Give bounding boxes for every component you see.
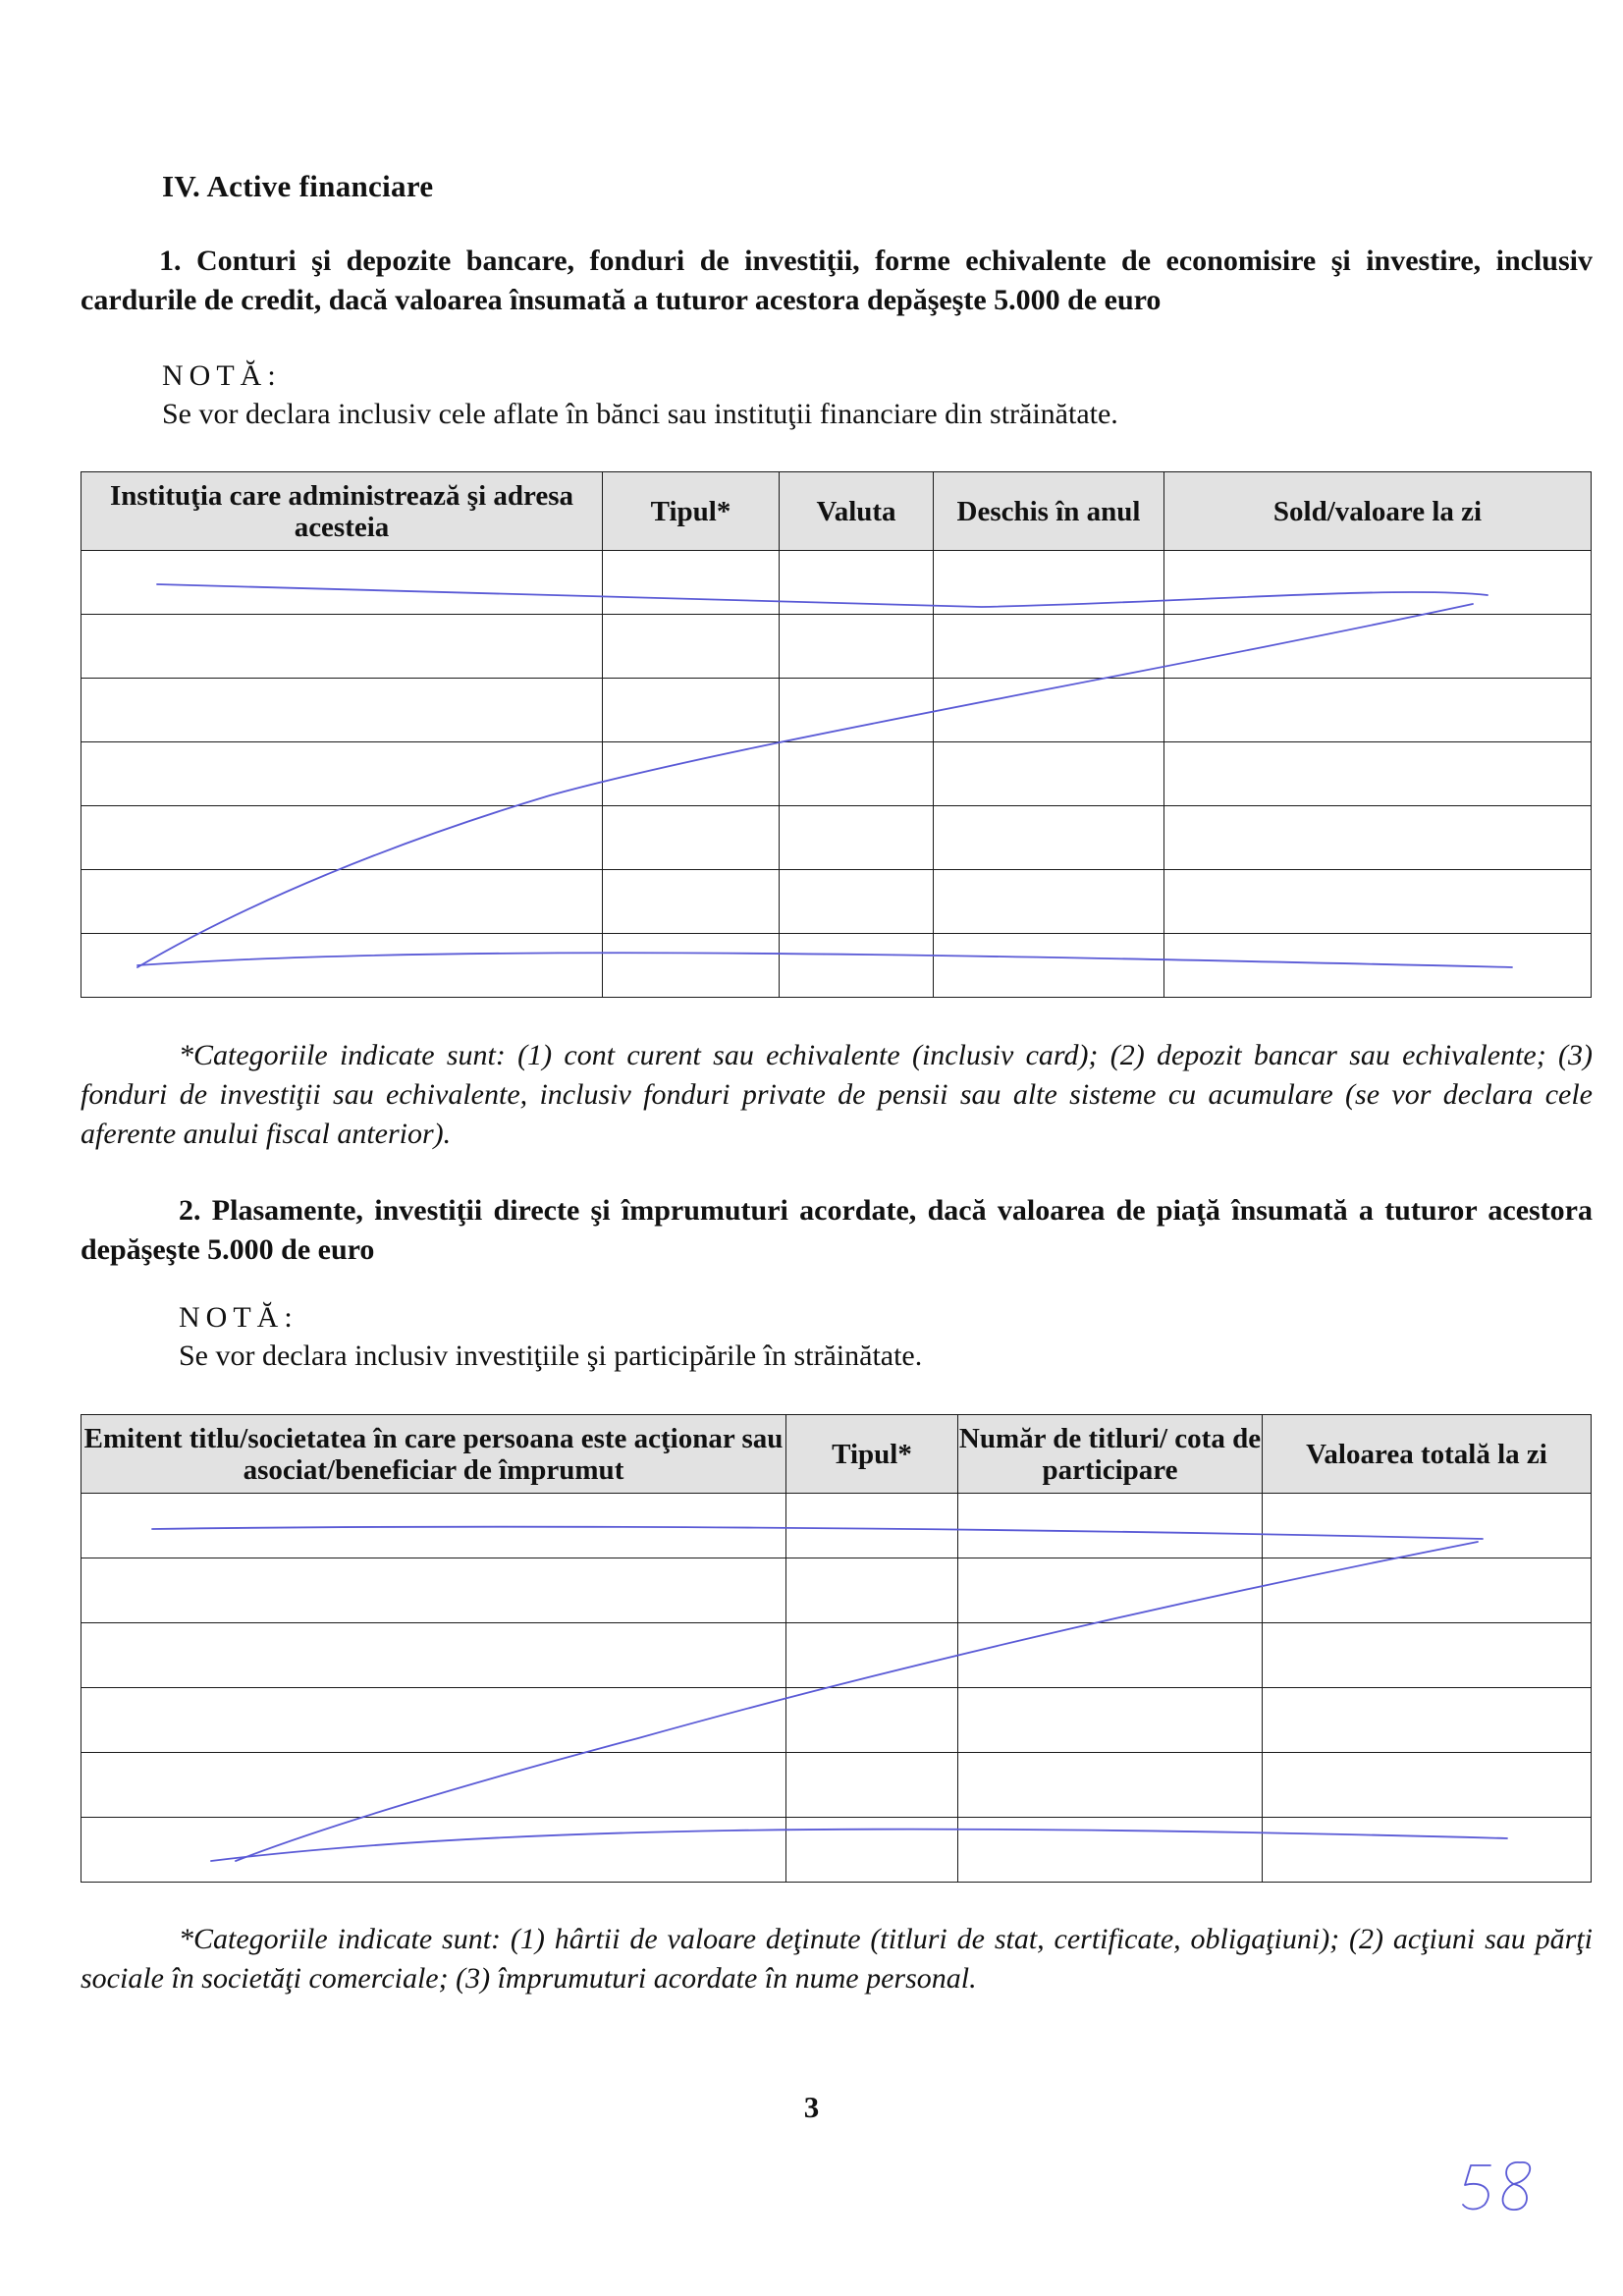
cell[interactable] <box>780 806 934 870</box>
cell[interactable] <box>958 1494 1263 1558</box>
cell[interactable] <box>934 742 1164 806</box>
header-opened-year: Deschis în anul <box>934 472 1164 551</box>
table-row <box>81 934 1592 998</box>
table-row <box>81 551 1592 615</box>
table-row <box>81 1688 1592 1753</box>
cell[interactable] <box>603 806 780 870</box>
cell[interactable] <box>958 1623 1263 1688</box>
table-header-row <box>81 472 1592 551</box>
cell[interactable] <box>1164 679 1592 742</box>
cell[interactable] <box>1263 1753 1592 1818</box>
cell[interactable] <box>780 934 934 998</box>
page-number: 3 <box>803 2090 820 2124</box>
cell[interactable] <box>1164 870 1592 934</box>
cell[interactable] <box>81 1494 786 1558</box>
cell[interactable] <box>786 1818 958 1883</box>
table-row <box>81 742 1592 806</box>
cell[interactable] <box>780 615 934 679</box>
cell[interactable] <box>780 551 934 615</box>
cell[interactable] <box>81 806 603 870</box>
table-row <box>81 615 1592 679</box>
header-shares-count: Număr de titluri/ cota de participare <box>958 1415 1263 1494</box>
part1-nota-label: NOTĂ: <box>162 359 282 392</box>
table-row <box>81 1753 1592 1818</box>
header-currency: Valuta <box>780 472 934 551</box>
handwritten-8 <box>1503 2162 1531 2210</box>
cell[interactable] <box>81 934 603 998</box>
cell[interactable] <box>603 742 780 806</box>
cell[interactable] <box>958 1688 1263 1753</box>
cell[interactable] <box>786 1623 958 1688</box>
cell[interactable] <box>81 679 603 742</box>
table-header-row <box>81 1415 1592 1494</box>
table-row <box>81 679 1592 742</box>
cell[interactable] <box>1263 1623 1592 1688</box>
part1-heading-text: 1. Conturi şi depozite bancare, fonduri de investiţii, forme echivalente de economisire şi investire, inclusiv cardurile de credit, dacă valoarea însumată a tuturor acestora depăşeşte 5.000 de euro <box>81 245 1593 316</box>
cell[interactable] <box>603 870 780 934</box>
cell[interactable] <box>780 870 934 934</box>
cell[interactable] <box>934 615 1164 679</box>
part2-heading <box>81 1191 1593 1270</box>
handwritten-5 <box>1463 2165 1490 2210</box>
header-type: Tipul* <box>603 472 780 551</box>
cell[interactable] <box>81 615 603 679</box>
cell[interactable] <box>1263 1818 1592 1883</box>
cell[interactable] <box>1263 1688 1592 1753</box>
cell[interactable] <box>780 679 934 742</box>
cell[interactable] <box>786 1753 958 1818</box>
cell[interactable] <box>934 679 1164 742</box>
part1-footnote-text: *Categoriile indicate sunt: (1) cont curent sau echivalente (inclusiv card); (2) depozit bancar sau echivalente; (3) fonduri de investiţii sau echivalente, inclusiv fonduri private de pensii sau alte sisteme cu acumulare (se vor declara cele aferente anului fiscal anterior). <box>81 1039 1593 1150</box>
cell[interactable] <box>786 1688 958 1753</box>
cell[interactable] <box>81 870 603 934</box>
cell[interactable] <box>786 1558 958 1623</box>
cell[interactable] <box>958 1558 1263 1623</box>
table-row <box>81 1558 1592 1623</box>
cell[interactable] <box>934 806 1164 870</box>
cell[interactable] <box>603 615 780 679</box>
cell[interactable] <box>1164 615 1592 679</box>
table-investments <box>81 1414 1592 1883</box>
cell[interactable] <box>603 679 780 742</box>
part2-heading-text: 2. Plasamente, investiţii directe şi împrumuturi acordate, dacă valoarea de piaţă însumată a tuturor acestora depăşeşte 5.000 de euro <box>81 1194 1593 1266</box>
cell[interactable] <box>1164 742 1592 806</box>
cell[interactable] <box>1164 806 1592 870</box>
cell[interactable] <box>81 1753 786 1818</box>
cell[interactable] <box>603 551 780 615</box>
cell[interactable] <box>81 1688 786 1753</box>
cell[interactable] <box>603 934 780 998</box>
table-row <box>81 1623 1592 1688</box>
part1-heading <box>81 242 1593 320</box>
cell[interactable] <box>81 551 603 615</box>
part2-footnote <box>81 1920 1593 1998</box>
cell[interactable] <box>1263 1558 1592 1623</box>
cell[interactable] <box>958 1753 1263 1818</box>
header-total-value: Valoarea totală la zi <box>1263 1415 1592 1494</box>
table-row <box>81 1818 1592 1883</box>
cell[interactable] <box>780 742 934 806</box>
cell[interactable] <box>934 934 1164 998</box>
cell[interactable] <box>81 1558 786 1623</box>
part2-nota-text: Se vor declara inclusiv investiţiile şi participările în străinătate. <box>179 1339 923 1372</box>
cell[interactable] <box>1164 934 1592 998</box>
cell[interactable] <box>934 551 1164 615</box>
cell[interactable] <box>786 1494 958 1558</box>
cell[interactable] <box>934 870 1164 934</box>
table-row <box>81 1494 1592 1558</box>
cell[interactable] <box>81 1818 786 1883</box>
cell[interactable] <box>958 1818 1263 1883</box>
cell[interactable] <box>81 1623 786 1688</box>
table-row <box>81 806 1592 870</box>
header-balance: Sold/valoare la zi <box>1164 472 1592 551</box>
cell[interactable] <box>1263 1494 1592 1558</box>
table-bank-accounts <box>81 471 1592 998</box>
part2-nota-label: NOTĂ: <box>179 1301 298 1334</box>
table-row <box>81 870 1592 934</box>
section-title: IV. Active financiare <box>162 169 434 203</box>
header-issuer: Emitent titlu/societatea în care persoana este acţionar sau asociat/beneficiar de împrumut <box>81 1415 786 1494</box>
part2-footnote-text: *Categoriile indicate sunt: (1) hârtii de valoare deţinute (titluri de stat, certificate, obligaţiuni); (2) acţiuni sau părţi sociale în societăţi comerciale; (3) împrumuturi acordate în nume personal. <box>81 1923 1593 1995</box>
cell[interactable] <box>81 742 603 806</box>
header-type: Tipul* <box>786 1415 958 1494</box>
header-institution: Instituţia care administrează şi adresa acesteia <box>81 472 603 551</box>
part1-footnote <box>81 1036 1593 1154</box>
part1-nota-text: Se vor declara inclusiv cele aflate în bănci sau instituţii financiare din străinătate. <box>162 398 1118 430</box>
cell[interactable] <box>1164 551 1592 615</box>
